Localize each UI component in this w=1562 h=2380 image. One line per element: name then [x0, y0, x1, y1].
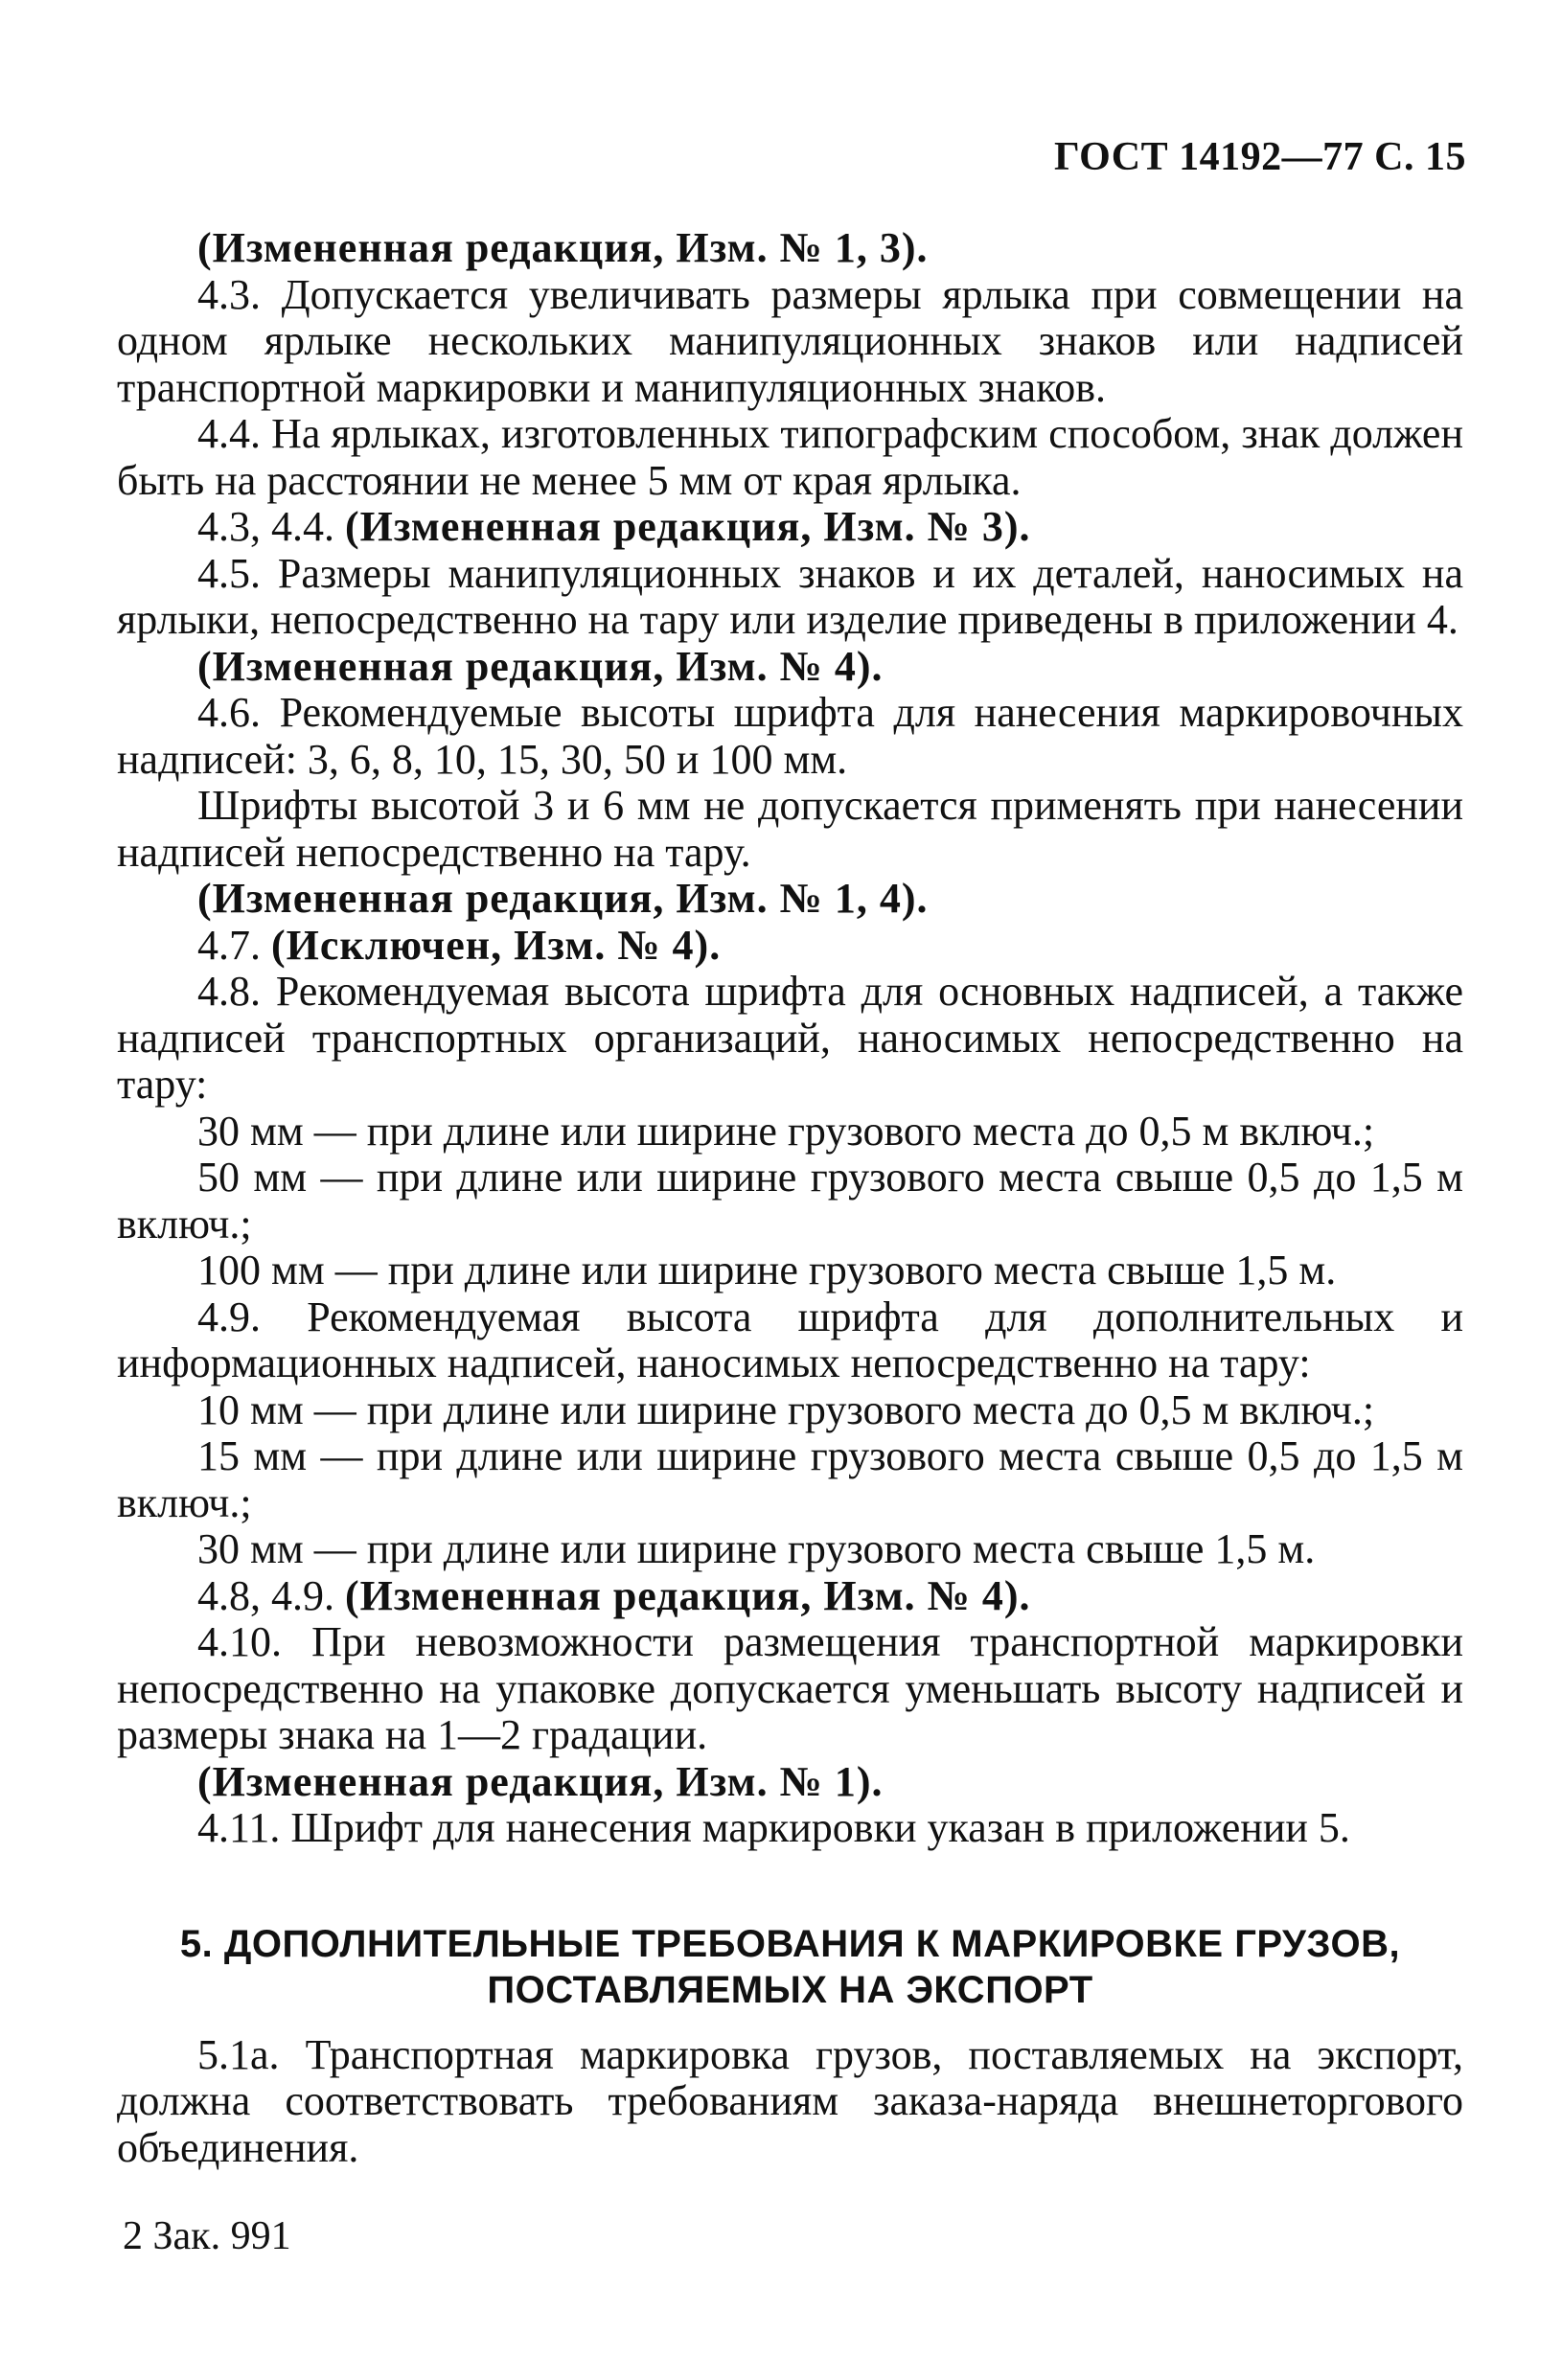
amendment-note	[117, 504, 1463, 551]
clause-4-5: 4.5. Размеры манипуляционных знаков и их деталей, наносимых на ярлыки, непосредственно на тару или изделие приведены в приложении 4.	[117, 549, 1463, 643]
clause-4-9: 4.9. Рекомендуемая высота шрифта для дополнительных и информационных надписей, наносимых непосредственно на тару:	[117, 1293, 1463, 1386]
running-header: ГОСТ 14192—77 С. 15	[1053, 135, 1466, 179]
clause-4-3: 4.3. Допускается увеличивать размеры ярлыка при совмещении на одном ярлыке нескольких манипуляционных знаков или надписей транспортной маркировки и манипуляционных знаков.	[117, 270, 1463, 411]
clause-4-11: 4.11. Шрифт для нанесения маркировки указан в приложении 5.	[197, 1804, 1350, 1851]
section-heading	[117, 1921, 1463, 2013]
amendment-note: (Измененная редакция, Изм. № 1, 3).	[197, 224, 929, 271]
amendment-note	[117, 1573, 1463, 1620]
list-item: 30 мм — при длине или ширине грузового места до 0,5 м включ.;	[197, 1107, 1375, 1155]
clause-4-4: 4.4. На ярлыках, изготовленных типографским способом, знак должен быть на расстоянии не менее 5 мм от края ярлыка.	[117, 410, 1463, 504]
document-body	[117, 225, 1463, 2171]
amendment-note: (Измененная редакция, Изм. № 1).	[197, 1757, 884, 1805]
list-item: 50 мм — при длине или ширине грузового места свыше 0,5 до 1,5 м включ.;	[117, 1154, 1463, 1247]
clause-ref: 4.8, 4.9.	[197, 1571, 345, 1619]
amendment-note: (Измененная редакция, Изм. № 1, 4).	[197, 875, 929, 922]
clause-5-1a: 5.1а. Транспортная маркировка грузов, поставляемых на экспорт, должна соответствовать требованиям заказа-наряда внешнеторгового объединения.	[117, 2030, 1463, 2171]
clause-4-6-note: Шрифты высотой 3 и 6 мм не допускается применять при нанесении надписей непосредственно на тару.	[117, 782, 1463, 876]
amendment-text: (Измененная редакция, Изм. № 4).	[345, 1571, 1031, 1619]
clause-4-8: 4.8. Рекомендуемая высота шрифта для основных надписей, а также надписей транспортных организаций, наносимых непосредственно на тару:	[117, 968, 1463, 1108]
clause-4-6: 4.6. Рекомендуемые высоты шрифта для нанесения маркировочных надписей: 3, 6, 8, 10, 15, 30, 50 и 100 мм.	[117, 689, 1463, 783]
list-item: 10 мм — при длине или ширине грузового места до 0,5 м включ.;	[197, 1385, 1375, 1433]
amendment-note: (Измененная редакция, Изм. № 4).	[197, 642, 884, 690]
section-heading-line: 5. ДОПОЛНИТЕЛЬНЫЕ ТРЕБОВАНИЯ К МАРКИРОВКЕ ГРУЗОВ,	[179, 1922, 1401, 1965]
amendment-text: (Исключен, Изм. № 4).	[271, 921, 722, 969]
list-item: 30 мм — при длине или ширине грузового места свыше 1,5 м.	[197, 1525, 1316, 1572]
section-heading-line: ПОСТАВЛЯЕМЫХ НА ЭКСПОРТ	[487, 1968, 1093, 2011]
list-item: 15 мм — при длине или ширине грузового места свыше 0,5 до 1,5 м включ.;	[117, 1432, 1463, 1526]
clause-ref: 4.7.	[197, 921, 271, 969]
clause-4-10: 4.10. При невозможности размещения транспортной маркировки непосредственно на упаковке допускается уменьшать высоту надписей и размеры знака на 1—2 градации.	[117, 1618, 1463, 1758]
clause-4-7	[117, 923, 1463, 970]
clause-ref: 4.3, 4.4.	[197, 503, 345, 550]
print-order-note: 2 Зак. 991	[123, 2214, 291, 2258]
list-item: 100 мм — при длине или ширине грузового места свыше 1,5 м.	[197, 1247, 1337, 1293]
amendment-text: (Измененная редакция, Изм. № 3).	[345, 503, 1031, 550]
